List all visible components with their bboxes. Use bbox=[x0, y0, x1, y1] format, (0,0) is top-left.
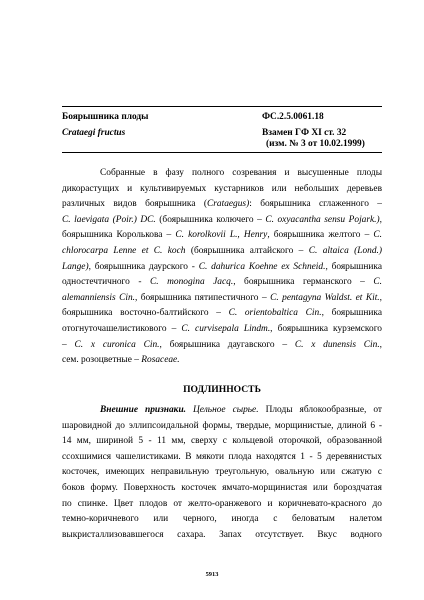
intro-line: Собранные в фазу полного созревания и высушенные плоды bbox=[100, 168, 382, 178]
body-line: боков форму. Поверхность косточек ямчато-морщинистая или бороздчатая bbox=[62, 482, 382, 493]
monograph-latin-title: Crataegi fructus bbox=[62, 128, 126, 138]
intro-line: различных видов боярышника (Crataegus): боярышника сглаженного – bbox=[62, 199, 382, 210]
intro-line: Lange), боярышника даурского - C. dahurica Koehne ex Schneid., боярышника bbox=[62, 261, 382, 272]
intro-line: отогнуточашелистикового – C. curvisepala Lindm., боярышника курземского bbox=[62, 323, 382, 334]
intro-line: – C. x curonica Cin., боярышника даугавского – C. x dunensis Cin., bbox=[62, 339, 383, 350]
intro-line: alemanniensis Cin., боярышника пятипестичного – C. pentagyna Waldst. et Kit., bbox=[62, 292, 382, 303]
header-top-rule bbox=[62, 106, 382, 107]
intro-line: C. laevigata (Poir.) DC. (боярышника колючего – C. oxyacantha sensu Pojark.), bbox=[62, 214, 382, 225]
intro-line: chlorocarpa Lenne et C. koch (боярышника алтайского – C. altaica (Lond.) bbox=[62, 245, 382, 256]
intro-line: боярышника восточно-балтийского – C. orientobaltica Cin., боярышника bbox=[62, 308, 383, 319]
body-line: ссохшимися чашелистиками. В мякоти плода находятся 1 - 5 деревянистых bbox=[62, 451, 382, 462]
intro-paragraph bbox=[62, 166, 382, 369]
body-line: косточек, имеющих неправильную треугольную, овальную или сжатую с bbox=[62, 467, 382, 478]
replaces-reference: Взамен ГФ XI ст. 32 bbox=[262, 128, 347, 138]
section-heading: ПОДЛИННОСТЬ bbox=[183, 384, 261, 395]
body-line: по спинке. Цвет плодов от желто-оранжевого и коричневато-красного до bbox=[62, 498, 382, 509]
page-number: 5913 bbox=[205, 571, 219, 578]
monograph-title: Боярышника плоды bbox=[62, 112, 149, 122]
amendment-reference: (изм. № 3 от 10.02.1999) bbox=[266, 139, 365, 149]
body-line: темно-коричневого или черного, иногда с беловатым налетом bbox=[62, 514, 382, 525]
body-line: выкристаллизовавшегося сахара. Запах отсутствует. Вкус водного bbox=[62, 529, 382, 540]
body-paragraph bbox=[62, 403, 382, 543]
intro-line: боярышника Королькова – C. korolkovii L., Henry, боярышника желтого – C. bbox=[62, 230, 383, 241]
body-line: Внешние признаки. Цельное сырье. Плоды яблокообразные, от bbox=[100, 405, 383, 415]
header-bottom-rule bbox=[62, 152, 382, 153]
body-line: 14 мм, шириной 5 - 11 мм, сверху с кольцевой оторочкой, образованной bbox=[62, 436, 382, 447]
monograph-code: ФС.2.5.0061.18 bbox=[262, 112, 324, 122]
body-line: шаровидной до эллипсоидальной формы, твердые, морщинистые, длиной 6 - bbox=[62, 420, 382, 431]
intro-line: одностечтичного - C. monogina Jacq., боярышника германского – C. bbox=[62, 277, 382, 288]
intro-line: сем. розоцветные – Rosaceae. bbox=[62, 355, 180, 366]
intro-line: дикорастущих и культивируемых кустарников или небольших деревьев bbox=[62, 183, 382, 194]
